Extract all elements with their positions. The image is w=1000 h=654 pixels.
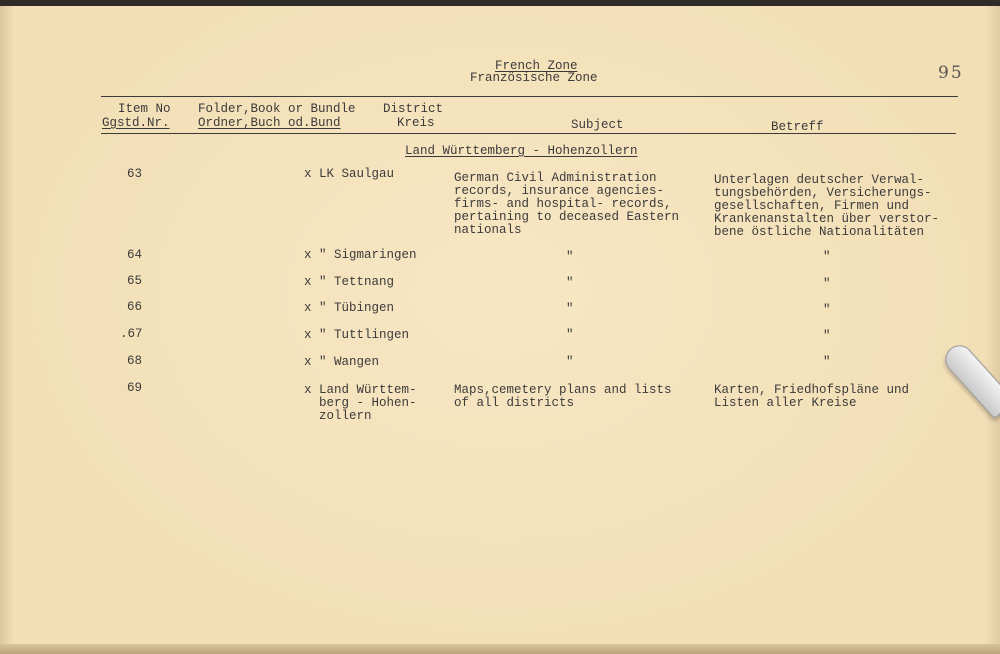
- col-item-en: Item No: [118, 102, 171, 116]
- betreff-line: Karten, Friedhofspläne und: [714, 383, 910, 397]
- subject-line: nationals: [454, 223, 522, 237]
- folder-line: x " Sigmaringen: [304, 248, 417, 262]
- betreff-ditto: ": [823, 250, 831, 264]
- item-number: 63: [127, 167, 143, 181]
- col-betreff: Betreff: [771, 120, 824, 134]
- scan-bottom-edge: [0, 644, 1000, 654]
- folder-line: berg - Hohen-: [304, 396, 417, 410]
- zone-title-de: Französische Zone: [470, 71, 598, 85]
- subject-ditto: ": [566, 276, 574, 290]
- scan-top-edge: [0, 0, 1000, 6]
- col-folder-de: Ordner,Buch od.Bund: [198, 116, 341, 130]
- betreff-line: tungsbehörden, Versicherungs-: [714, 186, 932, 200]
- zone-title-en: French Zone: [495, 59, 578, 73]
- item-number: 69: [127, 381, 143, 395]
- item-number: .67: [120, 327, 143, 341]
- betreff-line: Krankenanstalten über verstor-: [714, 212, 940, 226]
- folder-line: x LK Saulgau: [304, 167, 395, 181]
- col-subject: Subject: [571, 118, 624, 132]
- item-number: 68: [127, 354, 143, 368]
- header-top-rule: [101, 96, 958, 97]
- betreff-line: Listen aller Kreise: [714, 396, 857, 410]
- betreff-ditto: ": [823, 303, 831, 317]
- subject-line: of all districts: [454, 396, 575, 410]
- folder-line: x " Wangen: [304, 355, 380, 369]
- betreff-ditto: ": [823, 329, 831, 343]
- item-number: 64: [127, 248, 143, 262]
- folder-line: x " Tettnang: [304, 275, 395, 289]
- subject-ditto: ": [566, 302, 574, 316]
- col-district-de: Kreis: [397, 116, 435, 130]
- betreff-line: Unterlagen deutscher Verwal-: [714, 173, 925, 187]
- folder-line: x " Tuttlingen: [304, 328, 410, 342]
- betreff-ditto: ": [823, 355, 831, 369]
- folder-line: zollern: [304, 409, 372, 423]
- item-number: 66: [127, 300, 143, 314]
- section-title: Land Württemberg - Hohenzollern: [405, 144, 638, 158]
- subject-ditto: ": [566, 328, 574, 342]
- subject-line: Maps,cemetery plans and lists: [454, 383, 672, 397]
- subject-ditto: ": [566, 355, 574, 369]
- item-number: 65: [127, 274, 143, 288]
- betreff-ditto: ": [823, 277, 831, 291]
- page-number: 95: [938, 63, 964, 83]
- col-item-de: Ggstd.Nr.: [102, 116, 170, 130]
- folder-line: x " Tübingen: [304, 301, 395, 315]
- subject-line: records, insurance agencies-: [454, 184, 665, 198]
- betreff-line: gesellschaften, Firmen und: [714, 199, 910, 213]
- subject-line: German Civil Administration: [454, 171, 657, 185]
- paper-clip: [940, 340, 1000, 420]
- header-bottom-rule: [101, 133, 956, 134]
- subject-ditto: ": [566, 250, 574, 264]
- betreff-line: bene östliche Nationalitäten: [714, 225, 925, 239]
- col-district-en: District: [383, 102, 444, 116]
- subject-line: firms- and hospital- records,: [454, 197, 672, 211]
- subject-line: pertaining to deceased Eastern: [454, 210, 680, 224]
- col-folder-en: Folder,Book or Bundle: [198, 102, 356, 116]
- folder-line: x Land Württem-: [304, 383, 417, 397]
